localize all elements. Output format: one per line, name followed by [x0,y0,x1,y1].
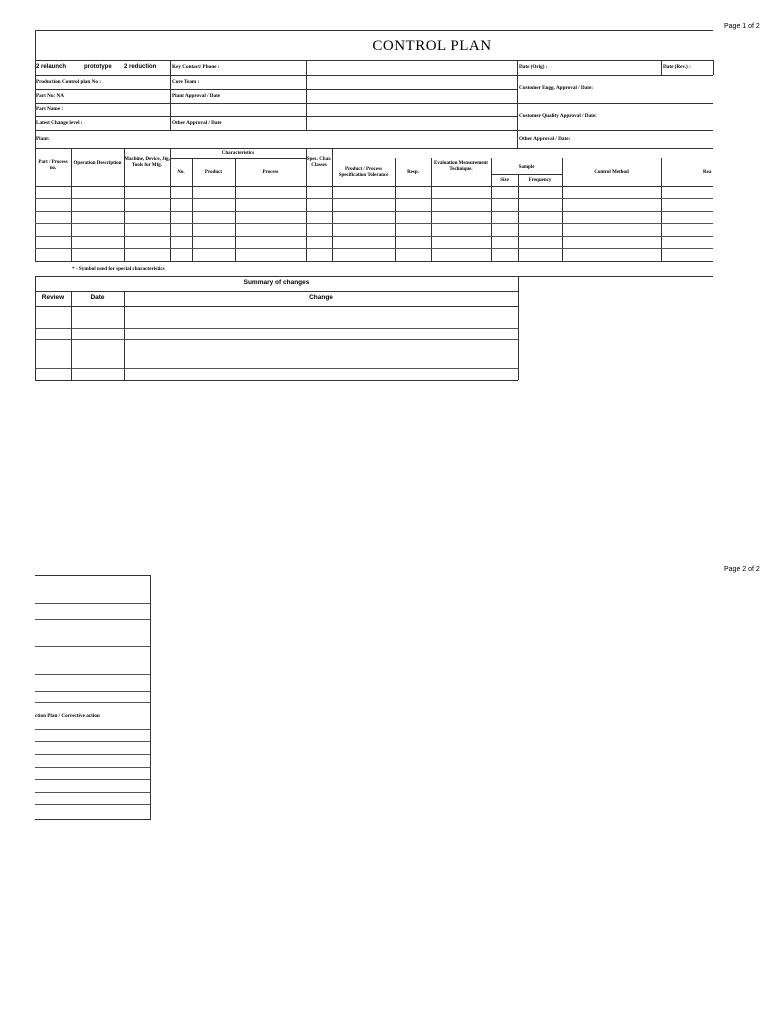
col-spec-char: Spec. Char. Classes [306,157,332,169]
summary-col-change: Change [309,294,333,301]
page-title: CONTROL PLAN [372,38,492,54]
col-control-method: Control Method [594,170,629,175]
other-approval-label: Other Approval / Date [172,120,222,126]
col-product: Product [204,170,223,175]
col-evaluation: Evaluation Measurement Technique. [434,161,488,173]
latest-change-level-label: Latest Change level : [36,120,83,126]
other-approval-right-label: Other Approval / Date: [519,136,571,142]
summary-col-date: Date [90,294,105,301]
production-plan-no-label: Production Control plan No : [36,79,101,85]
col-tolerance: Product / Process Specification Tolerance [338,167,389,179]
reaction-plan-label: ction Plan / Corrective action [35,713,100,719]
col-operation-description: Operation Description [73,161,122,166]
part-name-label: Part Name : [36,106,64,112]
page-number-2: Page 2 of 2 [724,566,760,573]
col-machine: Machine, Device, Jig, Tools for Mfg. [124,157,170,169]
summary-col-review: Review [41,294,65,301]
special-characteristics-footnote: * - Symbol used for special characteristics [72,266,165,272]
plant-label: Plant: [36,136,50,142]
customer-quality-approval-label: Customer Quality Approval / Date: [519,113,597,119]
col-reaction-plan: Rea [703,170,712,175]
col-frequency: Frequency [528,178,552,183]
date-orig-label: Date (Orig) : [519,64,548,70]
col-characteristics: Characteristics [221,151,255,156]
relaunch-option[interactable]: 2 relaunch [36,64,67,70]
key-contact-label: Key Contact/ Phone : [172,64,220,70]
col-part-process-no: Part / Process no. [38,160,68,172]
customer-engg-approval-label: Customer Engg. Approval / Date: [519,85,594,91]
col-size: Size [500,178,509,183]
page-number: Page 1 of 2 [724,23,760,30]
part-no-label: Part No: NA [36,93,64,99]
plant-approval-label: Plant Approval / Date [172,93,221,99]
col-process: Process [262,170,279,175]
col-sample: Sample [518,165,535,170]
core-team-label: Core Team : [172,79,200,85]
prototype-option[interactable]: prototype [84,64,112,70]
reduction-option[interactable]: 2 reduction [124,64,157,70]
col-resp: Resp. [407,170,419,175]
summary-title: Summary of changes [243,279,310,286]
col-no: No. [177,170,185,175]
date-rev-label: Date (Rev.) : [663,64,691,70]
